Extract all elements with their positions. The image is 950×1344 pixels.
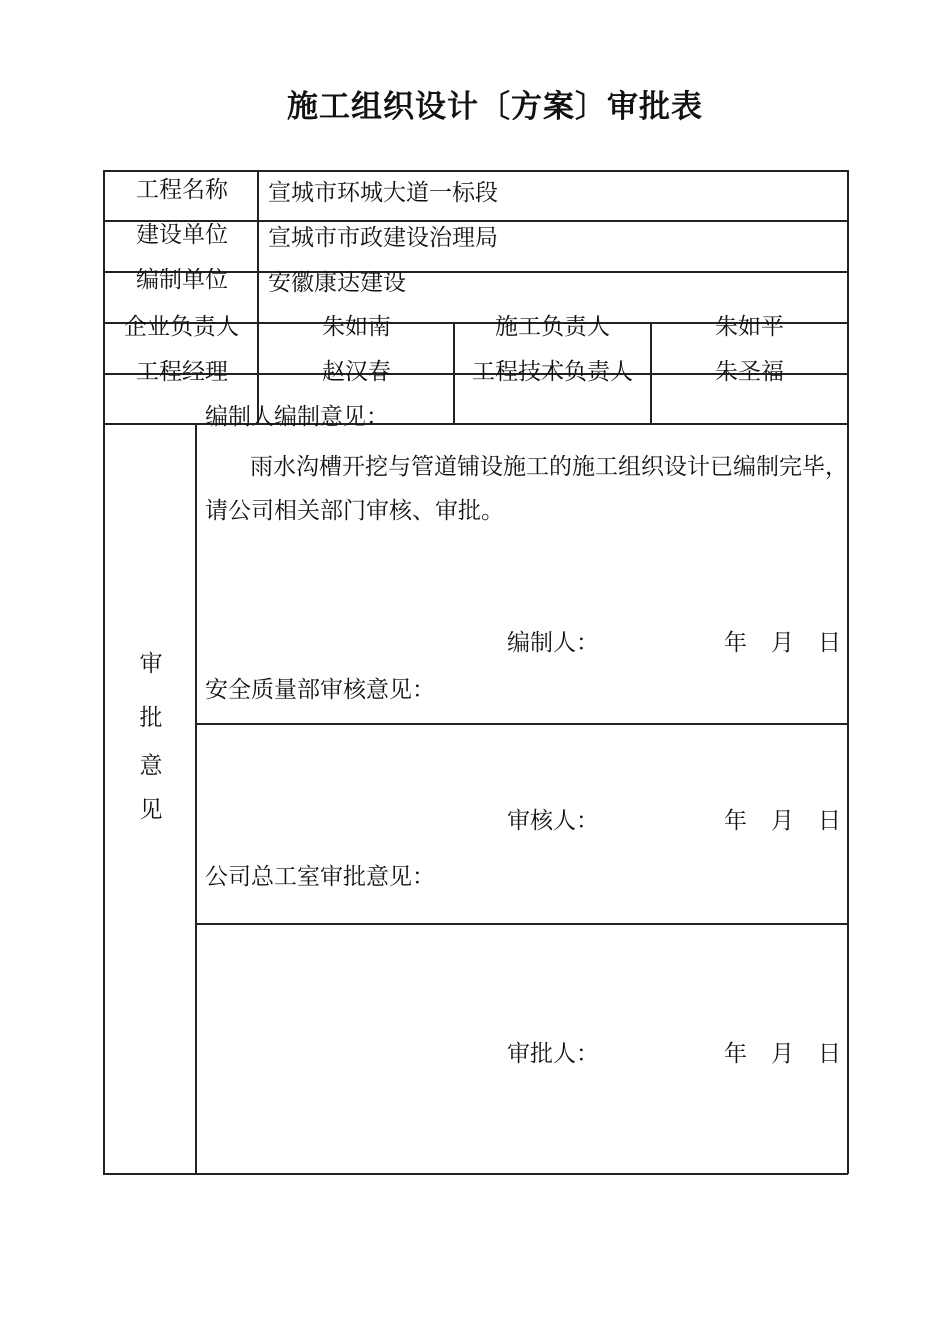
tech-head-label: 工程技术负责人 bbox=[472, 359, 633, 385]
date-year: 年 bbox=[724, 630, 747, 656]
date-day: 日 bbox=[818, 1041, 841, 1067]
project-manager-value: 赵汉春 bbox=[322, 359, 391, 385]
table-border-left bbox=[103, 170, 105, 1174]
project-manager-label: 工程经理 bbox=[136, 359, 228, 385]
safety-opinion-heading: 安全质量部审核意见： bbox=[205, 677, 435, 703]
table-rule bbox=[453, 322, 455, 424]
date-year: 年 bbox=[724, 1041, 747, 1067]
construction-unit-label: 建设单位 bbox=[136, 222, 228, 248]
construction-head-label: 施工负责人 bbox=[495, 314, 610, 340]
form-title: 施工组织设计〔方案〕审批表 bbox=[287, 89, 703, 125]
date-day: 日 bbox=[818, 630, 841, 656]
side-label-char: 见 bbox=[139, 797, 163, 823]
table-rule bbox=[650, 322, 652, 424]
tech-head-value: 朱圣福 bbox=[715, 359, 784, 385]
compiler-opinion-line2: 请公司相关部门审核、审批。 bbox=[205, 498, 504, 524]
side-label-char: 意 bbox=[139, 753, 163, 779]
compile-unit-value: 安徽康达建设 bbox=[268, 270, 406, 296]
engineering-opinion-heading: 公司总工室审批意见： bbox=[205, 864, 435, 890]
table-border-top bbox=[103, 170, 848, 172]
compiler-signer-label: 编制人： bbox=[507, 630, 599, 656]
enterprise-head-label: 企业负责人 bbox=[124, 314, 239, 340]
table-rule bbox=[257, 170, 259, 424]
project-name-label: 工程名称 bbox=[136, 177, 228, 203]
date-month: 月 bbox=[771, 808, 794, 834]
table-rule bbox=[195, 723, 848, 725]
date-year: 年 bbox=[724, 808, 747, 834]
enterprise-head-value: 朱如南 bbox=[322, 314, 391, 340]
compiler-opinion-line1: 雨水沟槽开挖与管道铺设施工的施工组织设计已编制完毕， bbox=[250, 454, 848, 480]
compile-unit-label: 编制单位 bbox=[136, 267, 228, 293]
compiler-opinion-heading: 编制人编制意见： bbox=[205, 404, 389, 430]
engineering-signer-label: 审批人： bbox=[507, 1041, 599, 1067]
table-border-bottom bbox=[103, 1173, 848, 1175]
side-label-char: 批 bbox=[139, 705, 163, 731]
project-name-value: 宣城市环城大道一标段 bbox=[268, 180, 498, 206]
date-month: 月 bbox=[771, 1041, 794, 1067]
construction-head-value: 朱如平 bbox=[715, 314, 784, 340]
date-month: 月 bbox=[771, 630, 794, 656]
engineering-date bbox=[724, 1043, 841, 1066]
construction-unit-value: 宣城市市政建设治理局 bbox=[268, 225, 498, 251]
table-border-right bbox=[847, 170, 849, 1174]
compiler-date bbox=[724, 632, 841, 655]
safety-date bbox=[724, 810, 841, 833]
side-label-char: 审 bbox=[139, 651, 163, 677]
table-rule bbox=[195, 423, 197, 1174]
safety-signer-label: 审核人： bbox=[507, 808, 599, 834]
date-day: 日 bbox=[818, 808, 841, 834]
table-rule bbox=[195, 923, 848, 925]
